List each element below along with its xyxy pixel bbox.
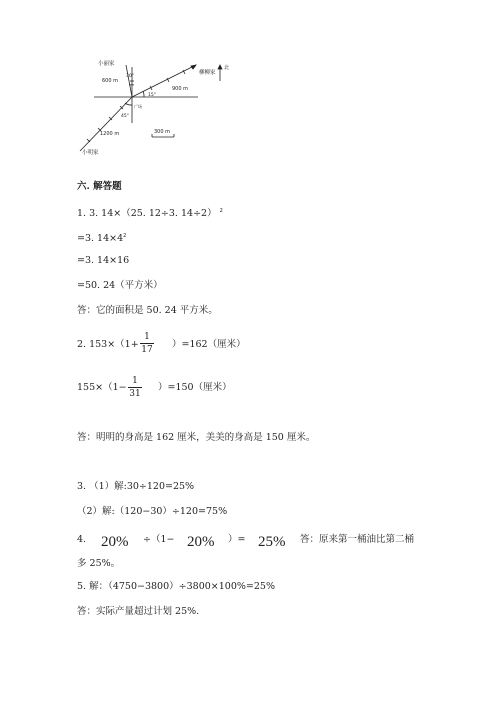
q1-line1 bbox=[77, 205, 223, 220]
q3-line2: （2）解:（120−30）÷120=75% bbox=[77, 506, 228, 517]
label-dist-1200: 1200 m bbox=[100, 131, 120, 137]
q4-answer-a: 答：原来第一桶油比第二桶 bbox=[300, 534, 415, 545]
q4-value-3: 25% bbox=[258, 534, 286, 550]
q2-answer: 答：明明的身高是 162 厘米，美美的身高是 150 厘米。 bbox=[77, 432, 316, 443]
q2-line2-numerator: 1 bbox=[132, 376, 138, 386]
q1-line2-text: =3. 14×4 bbox=[77, 233, 124, 245]
q2-line1-fraction bbox=[140, 332, 154, 355]
q1-answer: 答：它的面积是 50. 24 平方米。 bbox=[77, 305, 218, 316]
q1-line1-text: 1. 3. 14×（25. 12÷3. 14÷2） bbox=[77, 208, 217, 220]
label-angle-30: 30° bbox=[126, 74, 134, 79]
label-scale: 300 m bbox=[154, 129, 171, 135]
q1-line3: =3. 14×16 bbox=[77, 255, 130, 266]
section-title: 六. 解答题 bbox=[77, 181, 122, 192]
label-dist-600: 600 m bbox=[102, 78, 119, 84]
q2-line2-denominator: 31 bbox=[129, 389, 141, 399]
label-xiaoming-home: 小明家 bbox=[82, 150, 99, 156]
label-liuliu-home: 柳柳家 bbox=[199, 70, 216, 76]
q2-line1-post: ）=162（厘米） bbox=[172, 339, 246, 350]
label-angle-15: 15° bbox=[148, 93, 156, 98]
q5-line1: 5. 解：（4750−3800）÷3800×100%=25% bbox=[77, 581, 275, 592]
label-angle-45: 45° bbox=[121, 114, 129, 119]
q2-line2-pre: 155×（1− bbox=[77, 382, 127, 393]
q4-num: 4. bbox=[77, 534, 87, 545]
q1-line1-sup: 2 bbox=[219, 208, 223, 214]
path-to-liuliu bbox=[132, 65, 196, 97]
q1-line4: =50. 24（平方米） bbox=[77, 280, 163, 291]
q1-line2-sup: 2 bbox=[123, 233, 127, 239]
q2-line1-numerator: 1 bbox=[144, 332, 150, 342]
q4-answer-b: 多 25%。 bbox=[77, 558, 121, 569]
q2-line2-post: ）=150（厘米） bbox=[158, 382, 232, 393]
q2-line1-denominator: 17 bbox=[141, 345, 153, 355]
path-to-xiaoming bbox=[80, 97, 132, 151]
direction-diagram bbox=[70, 55, 240, 160]
label-xiaoli-home: 小丽家 bbox=[98, 61, 115, 67]
q2-line2-fraction bbox=[128, 376, 142, 399]
q1-line2 bbox=[77, 230, 126, 245]
q3-line1: 3. （1）解:30÷120=25% bbox=[77, 481, 195, 492]
label-north: 北 bbox=[224, 65, 230, 71]
label-square: 广场 bbox=[134, 104, 142, 109]
q5-answer: 答：实际产量超过计划 25%. bbox=[77, 606, 200, 617]
q4-op-1: ÷（1− bbox=[143, 534, 175, 545]
q4-value-2: 20% bbox=[187, 534, 215, 550]
q2-line1-pre: 2. 153×（1+ bbox=[77, 339, 139, 350]
q4-value-1: 20% bbox=[101, 534, 129, 550]
label-dist-900: 900 m bbox=[172, 86, 189, 92]
q4-op-2: ）= bbox=[228, 534, 246, 545]
